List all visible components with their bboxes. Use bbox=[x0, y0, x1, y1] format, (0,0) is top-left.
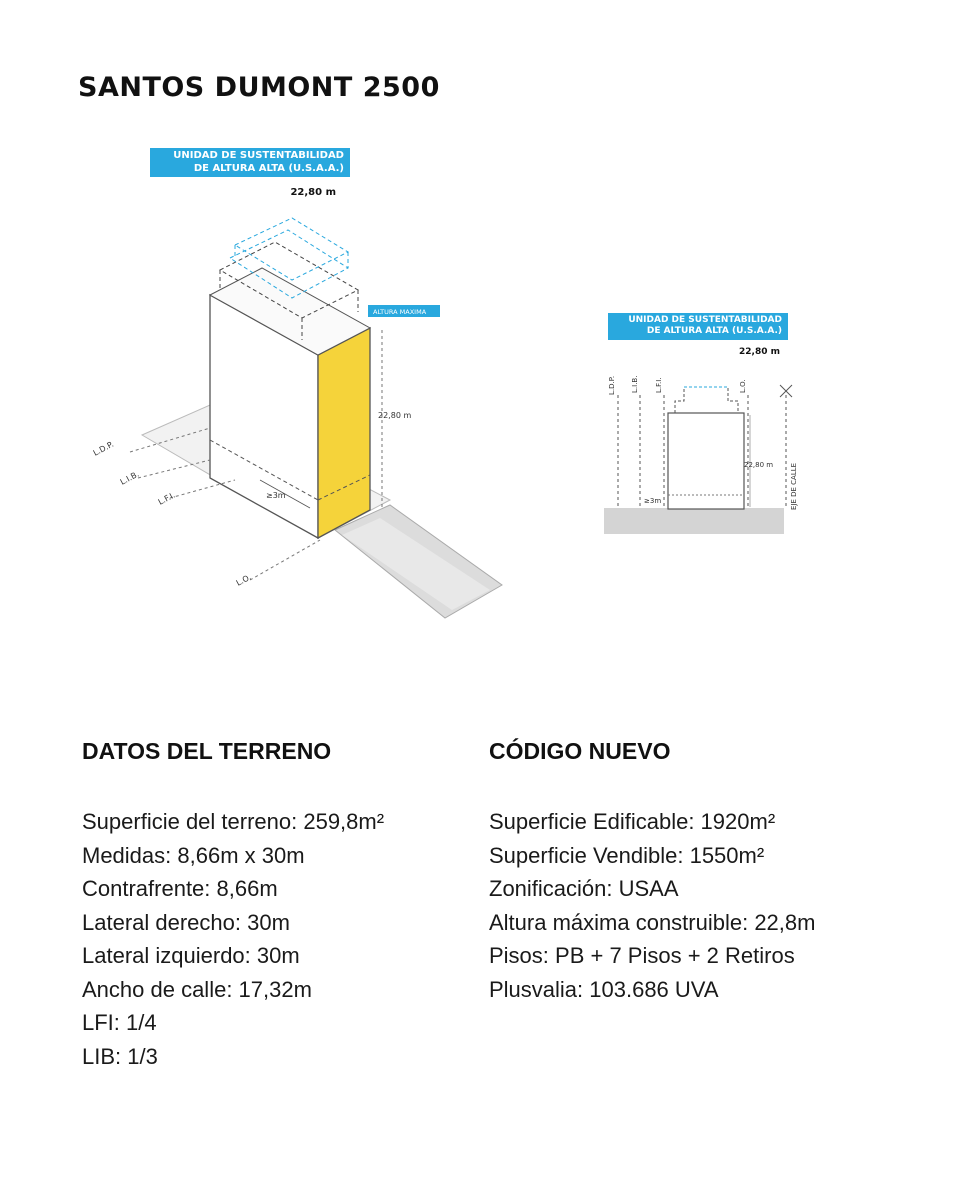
list-item: LIB: 1/3 bbox=[82, 1043, 158, 1069]
datos-terreno-heading: DATOS DEL TERRENO bbox=[82, 738, 332, 764]
list-item: Lateral izquierdo: 30m bbox=[82, 943, 300, 968]
list-item: LFI: 1/4 bbox=[82, 1010, 157, 1035]
isometric-diagram bbox=[70, 140, 520, 630]
list-item: Zonificación: USAA bbox=[489, 876, 679, 901]
section-drawing bbox=[600, 305, 800, 545]
list-item: Superficie del terreno: 259,8m² bbox=[82, 809, 385, 834]
altura-maxima-face bbox=[318, 328, 370, 538]
side-height-label-small: 22,80 m bbox=[744, 461, 774, 469]
height-value-small: 22,80 m bbox=[739, 347, 780, 357]
codigo-nuevo-heading: CÓDIGO NUEVO bbox=[489, 738, 671, 764]
list-item: Superficie Vendible: 1550m² bbox=[489, 842, 765, 868]
ldp-label: L.D.P. bbox=[91, 439, 116, 458]
codigo-nuevo-section bbox=[489, 738, 815, 1006]
list-item: Pisos: PB + 7 Pisos + 2 Retiros bbox=[489, 943, 795, 968]
datos-terreno-section bbox=[82, 738, 384, 1073]
list-item: Lateral derecho: 30m bbox=[82, 909, 290, 935]
list-item: Ancho de calle: 17,32m bbox=[82, 976, 312, 1002]
usaa-label-small: UNIDAD DE SUSTENTABILIDAD DE ALTURA ALTA (U.S.A.A.) bbox=[608, 313, 788, 340]
altura-maxima-tag: ALTURA MAXIMA bbox=[373, 308, 427, 316]
list-item: Superficie Edificable: 1920m² bbox=[489, 809, 776, 834]
building-volume-drawing bbox=[70, 140, 520, 630]
list-item: Altura máxima construible: 22,8m bbox=[489, 909, 816, 935]
lo-label: L.O. bbox=[234, 572, 253, 588]
usaa-label: UNIDAD DE SUSTENTABILIDAD DE ALTURA ALTA (U.S.A.A.) bbox=[150, 148, 350, 177]
page-title: SANTOS DUMONT 2500 bbox=[78, 72, 440, 103]
codigo-nuevo-list bbox=[489, 805, 815, 1006]
lib-label-small: L.I.B. bbox=[631, 375, 639, 393]
datos-terreno-list bbox=[82, 805, 384, 1073]
list-item: Medidas: 8,66m x 30m bbox=[82, 842, 305, 868]
list-item: Plusvalia: 103.686 UVA bbox=[489, 976, 719, 1002]
lfi-label: L.F.I. bbox=[156, 490, 177, 507]
lfi-label-small: L.F.I. bbox=[655, 377, 663, 393]
eje-calle-label: EJE DE CALLE bbox=[790, 462, 798, 510]
ldp-label-small: L.D.P. bbox=[608, 375, 616, 395]
list-item: Contrafrente: 8,66m bbox=[82, 876, 278, 901]
section-diagram bbox=[600, 305, 800, 545]
side-height-label: 22,80 m bbox=[378, 411, 412, 420]
lo-label-small: L.O. bbox=[739, 379, 747, 393]
height-value: 22,80 m bbox=[290, 187, 336, 198]
setback-label: ≥3m bbox=[266, 491, 286, 500]
lib-label: L.I.B. bbox=[118, 469, 141, 487]
setback-label-small: ≥3m bbox=[644, 497, 662, 505]
